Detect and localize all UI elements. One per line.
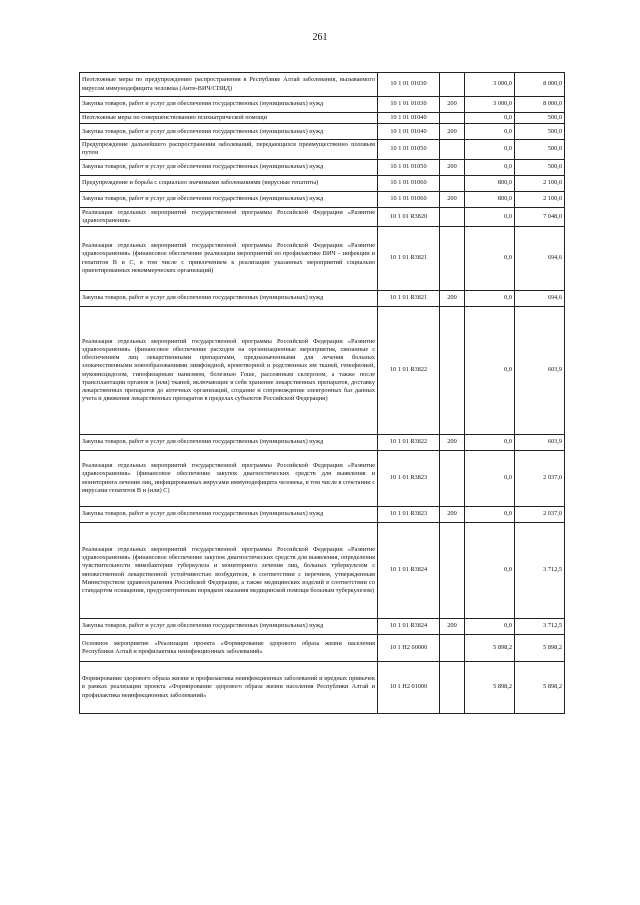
row-expense-type-cell <box>440 175 465 191</box>
row-name-cell: Реализация отдельных мероприятий государственной программы Российской Федерации «Развитие здравоохранения» <box>80 207 378 226</box>
row-amount-2-cell: 8 000,0 <box>515 97 565 113</box>
row-expense-type-cell: 200 <box>440 507 465 523</box>
row-expense-type-cell: 200 <box>440 97 465 113</box>
table-row <box>80 291 565 307</box>
row-expense-type-cell <box>440 451 465 507</box>
row-name-cell: Закупка товаров, работ и услуг для обеспечения государственных (муниципальных) нужд <box>80 507 378 523</box>
table-row <box>80 662 565 714</box>
row-code-cell: 10 1 Н2 00000 <box>378 635 440 662</box>
row-expense-type-cell <box>440 140 465 159</box>
row-amount-1-cell: 0,0 <box>465 159 515 175</box>
row-code-cell: 10 1 01 01040 <box>378 124 440 140</box>
row-amount-2-cell: 500,0 <box>515 140 565 159</box>
row-name-cell: Реализация отдельных мероприятий государственной программы Российской Федерации «Развитие здравоохранения» (финансовое обеспечение реализации мероприятий по профилактике ВИЧ – инфекции и гепатитов В и С, в том числе с привлечением к реализации указанных мероприятий социально ориентированных некоммерческих организаций) <box>80 227 378 291</box>
row-amount-2-cell: 500,0 <box>515 113 565 124</box>
table-row <box>80 451 565 507</box>
table-row <box>80 507 565 523</box>
row-expense-type-cell: 200 <box>440 291 465 307</box>
row-code-cell: 10 1 01 01030 <box>378 97 440 113</box>
table-row <box>80 140 565 159</box>
row-name-cell: Реализация отдельных мероприятий государственной программы Российской Федерации «Развитие здравоохранения» (финансовое обеспечение расходов на организационные мероприятия, связанные с обеспечением лиц лекарственными препаратами, предназначенными для лечения больных злокачественными новообразованиями лимфоидной, кроветворной и родственных им тканей, гемофилией, муковисцидозом, гипофизарным нанизмом, болезнью Гоше, рассеянным склерозом, а также после трансплантации органов и (или) тканей, включающие в себя хранение лекарственных препаратов, доставку лекарственных препаратов до аптечных организаций, создание и сопровождение электронных баз данных учета и движения лекарственных препаратов в пределах субъектов Российской Федерации) <box>80 307 378 435</box>
row-code-cell: 10 1 01 R3822 <box>378 307 440 435</box>
row-amount-2-cell: 3 712,5 <box>515 619 565 635</box>
budget-table-body <box>80 73 565 714</box>
row-amount-1-cell: 800,0 <box>465 191 515 207</box>
table-row <box>80 124 565 140</box>
row-code-cell: 10 1 01 R3824 <box>378 619 440 635</box>
table-row <box>80 307 565 435</box>
row-amount-1-cell: 0,0 <box>465 227 515 291</box>
row-name-cell: Предупреждение и борьба с социально значимыми заболеваниями (вирусные гепатиты) <box>80 175 378 191</box>
table-row <box>80 113 565 124</box>
row-expense-type-cell: 200 <box>440 435 465 451</box>
row-amount-1-cell: 0,0 <box>465 307 515 435</box>
row-amount-2-cell: 2 100,0 <box>515 175 565 191</box>
row-amount-2-cell: 8 000,0 <box>515 73 565 97</box>
row-expense-type-cell <box>440 227 465 291</box>
row-expense-type-cell <box>440 207 465 226</box>
row-amount-2-cell: 2 037,0 <box>515 451 565 507</box>
row-amount-2-cell: 2 100,0 <box>515 191 565 207</box>
table-row <box>80 175 565 191</box>
table-row <box>80 191 565 207</box>
row-amount-1-cell: 0,0 <box>465 523 515 619</box>
row-name-cell: Закупка товаров, работ и услуг для обеспечения государственных (муниципальных) нужд <box>80 619 378 635</box>
row-name-cell: Неотложные меры по совершенствованию психиатрической помощи <box>80 113 378 124</box>
row-name-cell: Предупреждение дальнейшего распространения заболеваний, передающихся преимущественно половым путем <box>80 140 378 159</box>
row-code-cell: 10 1 01 R3824 <box>378 523 440 619</box>
table-row <box>80 73 565 97</box>
row-amount-1-cell: 0,0 <box>465 124 515 140</box>
row-name-cell: Закупка товаров, работ и услуг для обеспечения государственных (муниципальных) нужд <box>80 124 378 140</box>
table-row <box>80 159 565 175</box>
row-amount-2-cell: 603,9 <box>515 435 565 451</box>
row-code-cell: 10 1 01 01030 <box>378 73 440 97</box>
row-expense-type-cell <box>440 523 465 619</box>
row-amount-2-cell: 5 898,2 <box>515 662 565 714</box>
row-name-cell: Закупка товаров, работ и услуг для обеспечения государственных (муниципальных) нужд <box>80 435 378 451</box>
row-name-cell: Закупка товаров, работ и услуг для обеспечения государственных (муниципальных) нужд <box>80 97 378 113</box>
row-expense-type-cell <box>440 73 465 97</box>
row-code-cell: 10 1 Н2 01000 <box>378 662 440 714</box>
table-row <box>80 523 565 619</box>
row-amount-1-cell: 3 000,0 <box>465 73 515 97</box>
row-expense-type-cell: 200 <box>440 159 465 175</box>
row-code-cell: 10 1 01 01050 <box>378 159 440 175</box>
row-amount-1-cell: 0,0 <box>465 507 515 523</box>
row-amount-1-cell: 0,0 <box>465 140 515 159</box>
row-name-cell: Неотложные меры по предупреждению распространения в Республике Алтай заболевания, вызываемого вирусом иммунодефицита человека (Анти-ВИЧ/СПИД) <box>80 73 378 97</box>
row-expense-type-cell <box>440 113 465 124</box>
row-amount-2-cell: 5 898,2 <box>515 635 565 662</box>
row-amount-2-cell: 694,6 <box>515 227 565 291</box>
row-amount-2-cell: 2 037,0 <box>515 507 565 523</box>
row-amount-1-cell: 5 898,2 <box>465 662 515 714</box>
row-code-cell: 10 1 01 R3820 <box>378 207 440 226</box>
row-name-cell: Реализация отдельных мероприятий государственной программы Российской Федерации «Развитие здравоохранения» (финансовое обеспечение закупок диагностических средств для выявления, определения чувствительности микобактерии туберкулеза и мониторинга лечения лиц, больных туберкулезом с множественной лекарственной устойчивостью возбудителя, в соответствии с перечнем, утвержденным Министерством здравоохранения Российской Федерации, а также медицинских изделий в соответствии со стандартом оснащения, предусмотренным порядком оказания медицинской помощи больным туберкулезом) <box>80 523 378 619</box>
table-row <box>80 207 565 226</box>
row-name-cell: Реализация отдельных мероприятий государственной программы Российской Федерации «Развитие здравоохранения» (финансовое обеспечение закупок диагностических средств для выявления и мониторинга лечения лиц, инфицированных вирусами иммунодефицита человека, в том числе в сочетании с вирусами гепатитов В и (или) С) <box>80 451 378 507</box>
row-code-cell: 10 1 01 R3823 <box>378 451 440 507</box>
row-code-cell: 10 1 01 01050 <box>378 140 440 159</box>
row-code-cell: 10 1 01 01060 <box>378 191 440 207</box>
row-code-cell: 10 1 01 R3821 <box>378 291 440 307</box>
row-amount-2-cell: 500,0 <box>515 124 565 140</box>
row-amount-1-cell: 800,0 <box>465 175 515 191</box>
row-code-cell: 10 1 01 R3822 <box>378 435 440 451</box>
row-name-cell: Формирование здорового образа жизни и профилактика неинфекционных заболеваний и вредных привычек в рамках реализации проекта «Формирование здорового образа жизни населения Республики Алтай и профилактика неинфекционных заболеваний» <box>80 662 378 714</box>
budget-table <box>79 72 565 714</box>
row-amount-1-cell: 0,0 <box>465 619 515 635</box>
table-row <box>80 227 565 291</box>
table-row <box>80 619 565 635</box>
row-amount-2-cell: 500,0 <box>515 159 565 175</box>
table-row <box>80 635 565 662</box>
row-code-cell: 10 1 01 R3821 <box>378 227 440 291</box>
row-expense-type-cell: 200 <box>440 619 465 635</box>
row-amount-1-cell: 0,0 <box>465 451 515 507</box>
page-number: 261 <box>312 32 328 43</box>
row-amount-1-cell: 0,0 <box>465 207 515 226</box>
row-amount-2-cell: 603,9 <box>515 307 565 435</box>
row-code-cell: 10 1 01 01040 <box>378 113 440 124</box>
row-expense-type-cell: 200 <box>440 191 465 207</box>
row-name-cell: Закупка товаров, работ и услуг для обеспечения государственных (муниципальных) нужд <box>80 191 378 207</box>
row-amount-2-cell: 3 712,5 <box>515 523 565 619</box>
row-amount-1-cell: 0,0 <box>465 291 515 307</box>
row-amount-1-cell: 5 898,2 <box>465 635 515 662</box>
row-expense-type-cell <box>440 635 465 662</box>
row-code-cell: 10 1 01 01060 <box>378 175 440 191</box>
row-name-cell: Закупка товаров, работ и услуг для обеспечения государственных (муниципальных) нужд <box>80 159 378 175</box>
table-row <box>80 97 565 113</box>
row-amount-1-cell: 0,0 <box>465 113 515 124</box>
row-name-cell: Основное мероприятие «Реализация проекта «Формирование здорового образа жизни населения Республики Алтай и профилактика неинфекционных заболеваний» <box>80 635 378 662</box>
row-amount-2-cell: 694,6 <box>515 291 565 307</box>
row-code-cell: 10 1 01 R3823 <box>378 507 440 523</box>
row-expense-type-cell: 200 <box>440 124 465 140</box>
row-amount-2-cell: 7 048,0 <box>515 207 565 226</box>
row-amount-1-cell: 3 000,0 <box>465 97 515 113</box>
row-amount-1-cell: 0,0 <box>465 435 515 451</box>
row-expense-type-cell <box>440 307 465 435</box>
row-expense-type-cell <box>440 662 465 714</box>
table-row <box>80 435 565 451</box>
row-name-cell: Закупка товаров, работ и услуг для обеспечения государственных (муниципальных) нужд <box>80 291 378 307</box>
